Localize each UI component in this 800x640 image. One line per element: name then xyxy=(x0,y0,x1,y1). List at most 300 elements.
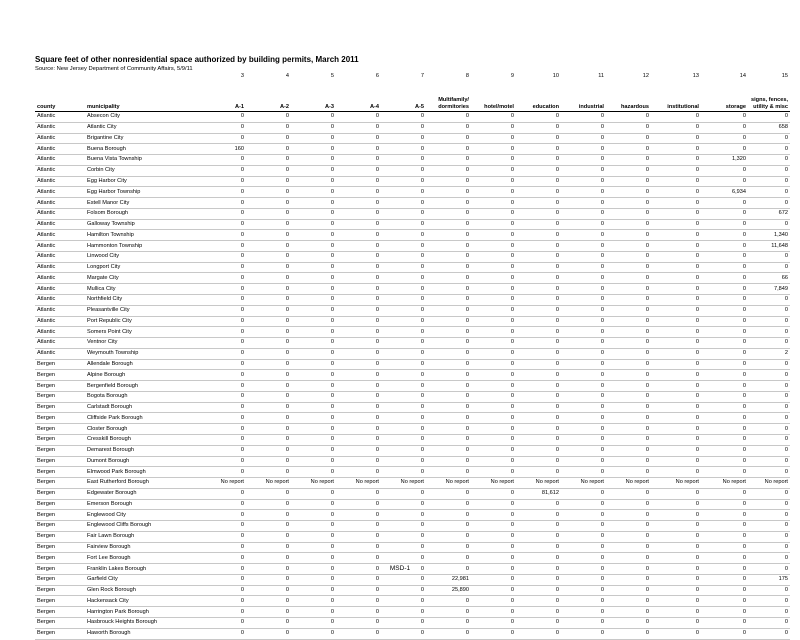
county-cell: Bergen xyxy=(35,424,85,435)
value-cell: 0 xyxy=(561,467,606,478)
value-cell: 0 xyxy=(291,467,336,478)
value-cell: 0 xyxy=(561,521,606,532)
value-cell: 0 xyxy=(205,521,246,532)
value-cell: 0 xyxy=(561,144,606,155)
value-cell: 0 xyxy=(471,133,516,144)
value-cell: 0 xyxy=(651,251,701,262)
value-cell: 0 xyxy=(426,122,471,133)
municipality-cell: Fort Lee Borough xyxy=(85,553,205,564)
value-cell: 0 xyxy=(748,338,790,349)
value-cell: 0 xyxy=(291,617,336,628)
value-cell: 0 xyxy=(205,434,246,445)
county-cell: Atlantic xyxy=(35,155,85,166)
municipality-cell: Garfield City xyxy=(85,574,205,585)
value-cell: 0 xyxy=(516,402,561,413)
value-cell: 0 xyxy=(516,251,561,262)
value-cell: 0 xyxy=(336,381,381,392)
value-cell: 0 xyxy=(426,402,471,413)
value-cell: 0 xyxy=(336,402,381,413)
table-row xyxy=(35,187,790,198)
value-cell: 0 xyxy=(606,553,651,564)
value-cell: 0 xyxy=(291,370,336,381)
value-cell: 0 xyxy=(561,402,606,413)
municipality-cell: Hackensack City xyxy=(85,596,205,607)
value-cell: 0 xyxy=(748,564,790,575)
county-cell: Bergen xyxy=(35,510,85,521)
value-cell: 0 xyxy=(246,510,291,521)
value-cell: 0 xyxy=(381,262,426,273)
county-cell: Atlantic xyxy=(35,144,85,155)
value-cell: 0 xyxy=(336,273,381,284)
value-cell: 0 xyxy=(381,230,426,241)
value-cell: 0 xyxy=(336,241,381,252)
value-cell: 11,648 xyxy=(748,241,790,252)
value-cell: 0 xyxy=(426,628,471,639)
value-cell: 0 xyxy=(426,445,471,456)
value-cell: 0 xyxy=(336,208,381,219)
value-cell: 0 xyxy=(246,521,291,532)
value-cell: 0 xyxy=(426,359,471,370)
value-cell: 0 xyxy=(651,359,701,370)
value-cell: 0 xyxy=(291,542,336,553)
value-cell: 0 xyxy=(651,112,701,123)
value-cell: 0 xyxy=(516,359,561,370)
value-cell: 0 xyxy=(291,521,336,532)
value-cell: 0 xyxy=(561,628,606,639)
value-cell: 0 xyxy=(291,596,336,607)
value-cell: 0 xyxy=(651,273,701,284)
value-cell: 0 xyxy=(336,531,381,542)
table-row xyxy=(35,445,790,456)
value-cell: 0 xyxy=(426,241,471,252)
value-cell: 0 xyxy=(205,219,246,230)
value-cell: 0 xyxy=(471,585,516,596)
value-cell: 0 xyxy=(701,413,748,424)
column-header: hotel/motel xyxy=(471,83,516,112)
value-cell: 0 xyxy=(606,564,651,575)
value-cell: 0 xyxy=(748,531,790,542)
value-cell: 0 xyxy=(426,198,471,209)
value-cell: 0 xyxy=(701,133,748,144)
value-cell: 0 xyxy=(471,273,516,284)
table-row xyxy=(35,219,790,230)
value-cell: 0 xyxy=(246,499,291,510)
value-cell: 0 xyxy=(516,510,561,521)
value-cell: 0 xyxy=(561,585,606,596)
value-cell: 0 xyxy=(516,122,561,133)
value-cell: 0 xyxy=(291,208,336,219)
value-cell: 0 xyxy=(381,413,426,424)
value-cell: 0 xyxy=(471,391,516,402)
value-cell: 0 xyxy=(561,122,606,133)
value-cell: 0 xyxy=(291,381,336,392)
municipality-header: municipality xyxy=(85,83,205,112)
value-cell: 0 xyxy=(205,596,246,607)
value-cell: 0 xyxy=(426,273,471,284)
value-cell: 0 xyxy=(701,273,748,284)
value-cell: 0 xyxy=(606,445,651,456)
value-cell: 1,320 xyxy=(701,155,748,166)
column-header: A-5 xyxy=(381,83,426,112)
county-cell: Atlantic xyxy=(35,176,85,187)
value-cell: 0 xyxy=(701,607,748,618)
value-cell: 0 xyxy=(336,165,381,176)
column-header: signs, fences, utility & misc xyxy=(748,83,790,112)
value-cell: 0 xyxy=(748,295,790,306)
column-number: 7 xyxy=(420,73,424,79)
value-cell: 0 xyxy=(606,208,651,219)
county-cell: Atlantic xyxy=(35,284,85,295)
value-cell: 0 xyxy=(516,262,561,273)
value-cell: 0 xyxy=(471,155,516,166)
value-cell: 0 xyxy=(561,112,606,123)
value-cell: 0 xyxy=(246,564,291,575)
value-cell: 0 xyxy=(471,434,516,445)
value-cell: 0 xyxy=(471,230,516,241)
municipality-cell: Egg Harbor Township xyxy=(85,187,205,198)
value-cell: 0 xyxy=(381,144,426,155)
value-cell: 0 xyxy=(246,381,291,392)
municipality-cell: Edgewater Borough xyxy=(85,488,205,499)
value-cell: 1,340 xyxy=(748,230,790,241)
table-row xyxy=(35,305,790,316)
value-cell: 0 xyxy=(651,596,701,607)
municipality-cell: Cresskill Borough xyxy=(85,434,205,445)
value-cell: 0 xyxy=(426,434,471,445)
value-cell: 0 xyxy=(651,607,701,618)
value-cell: 0 xyxy=(561,241,606,252)
value-cell: 0 xyxy=(748,402,790,413)
value-cell: 0 xyxy=(606,155,651,166)
value-cell: 0 xyxy=(246,230,291,241)
value-cell: 0 xyxy=(246,133,291,144)
value-cell: 0 xyxy=(701,208,748,219)
value-cell: 0 xyxy=(606,262,651,273)
value-cell: 0 xyxy=(516,424,561,435)
value-cell: 0 xyxy=(561,327,606,338)
value-cell: 0 xyxy=(701,542,748,553)
value-cell: 0 xyxy=(651,144,701,155)
value-cell: 0 xyxy=(606,359,651,370)
value-cell: 0 xyxy=(246,295,291,306)
value-cell: 0 xyxy=(748,381,790,392)
value-cell: 0 xyxy=(701,219,748,230)
column-number: 15 xyxy=(781,73,788,79)
county-cell: Atlantic xyxy=(35,230,85,241)
value-cell: 0 xyxy=(606,510,651,521)
value-cell: 0 xyxy=(336,564,381,575)
county-cell: Atlantic xyxy=(35,327,85,338)
value-cell: 0 xyxy=(291,553,336,564)
value-cell: 0 xyxy=(291,251,336,262)
county-cell: Bergen xyxy=(35,391,85,402)
table-row xyxy=(35,607,790,618)
value-cell: 0 xyxy=(701,327,748,338)
county-cell: Bergen xyxy=(35,402,85,413)
value-cell: 0 xyxy=(748,187,790,198)
column-number-row xyxy=(35,73,790,83)
value-cell: 0 xyxy=(561,305,606,316)
column-header: institutional xyxy=(651,83,701,112)
value-cell: 0 xyxy=(381,596,426,607)
value-cell: 0 xyxy=(606,251,651,262)
county-cell: Atlantic xyxy=(35,348,85,359)
value-cell: 0 xyxy=(748,176,790,187)
column-number: 10 xyxy=(552,73,559,79)
value-cell: 0 xyxy=(205,564,246,575)
value-cell: 0 xyxy=(651,381,701,392)
value-cell: 0 xyxy=(336,295,381,306)
value-cell: 0 xyxy=(205,617,246,628)
table-row xyxy=(35,295,790,306)
value-cell: 0 xyxy=(516,241,561,252)
value-cell: 0 xyxy=(651,628,701,639)
value-cell: 2 xyxy=(748,348,790,359)
value-cell: 0 xyxy=(426,251,471,262)
value-cell: 0 xyxy=(426,456,471,467)
county-cell: Atlantic xyxy=(35,187,85,198)
value-cell: 0 xyxy=(651,553,701,564)
value-cell: 0 xyxy=(651,176,701,187)
value-cell: 0 xyxy=(651,370,701,381)
value-cell: 0 xyxy=(651,467,701,478)
value-cell: 0 xyxy=(291,198,336,209)
value-cell: 0 xyxy=(516,208,561,219)
value-cell: 0 xyxy=(606,284,651,295)
value-cell: 0 xyxy=(381,208,426,219)
value-cell: 0 xyxy=(426,133,471,144)
value-cell: 0 xyxy=(561,348,606,359)
value-cell: 0 xyxy=(701,531,748,542)
value-cell: 0 xyxy=(561,574,606,585)
value-cell: 0 xyxy=(205,348,246,359)
value-cell: 0 xyxy=(246,370,291,381)
value-cell: 0 xyxy=(701,521,748,532)
value-cell: 0 xyxy=(336,413,381,424)
county-cell: Bergen xyxy=(35,564,85,575)
value-cell: 0 xyxy=(381,574,426,585)
county-cell: Bergen xyxy=(35,596,85,607)
value-cell: 0 xyxy=(748,370,790,381)
column-header: A-4 xyxy=(336,83,381,112)
value-cell: 0 xyxy=(426,348,471,359)
value-cell: 0 xyxy=(748,155,790,166)
value-cell: 0 xyxy=(606,628,651,639)
value-cell: 0 xyxy=(516,284,561,295)
value-cell: 0 xyxy=(205,402,246,413)
value-cell: 0 xyxy=(336,596,381,607)
value-cell: 0 xyxy=(471,596,516,607)
county-cell: Bergen xyxy=(35,488,85,499)
value-cell: 0 xyxy=(701,359,748,370)
value-cell: 0 xyxy=(748,251,790,262)
value-cell: 0 xyxy=(381,585,426,596)
value-cell: 0 xyxy=(701,628,748,639)
value-cell: 0 xyxy=(291,445,336,456)
value-cell: 0 xyxy=(561,251,606,262)
value-cell: 0 xyxy=(336,391,381,402)
column-number: 5 xyxy=(330,73,334,79)
value-cell: 0 xyxy=(336,316,381,327)
value-cell: 0 xyxy=(516,295,561,306)
value-cell: 0 xyxy=(246,176,291,187)
table-row xyxy=(35,348,790,359)
value-cell: 0 xyxy=(701,445,748,456)
value-cell: 0 xyxy=(246,596,291,607)
county-cell: Bergen xyxy=(35,381,85,392)
value-cell: 0 xyxy=(205,424,246,435)
value-cell: 0 xyxy=(748,521,790,532)
county-cell: Atlantic xyxy=(35,262,85,273)
value-cell: 0 xyxy=(246,553,291,564)
value-cell: 0 xyxy=(651,122,701,133)
value-cell: 0 xyxy=(651,574,701,585)
value-cell: 0 xyxy=(471,499,516,510)
value-cell: 0 xyxy=(606,241,651,252)
municipality-cell: Fair Lawn Borough xyxy=(85,531,205,542)
value-cell: 0 xyxy=(381,391,426,402)
county-cell: Atlantic xyxy=(35,165,85,176)
value-cell: 0 xyxy=(516,176,561,187)
value-cell: 0 xyxy=(516,155,561,166)
table-row xyxy=(35,284,790,295)
municipality-cell: Franklin Lakes Borough xyxy=(85,564,205,575)
value-cell: 0 xyxy=(291,262,336,273)
value-cell: 0 xyxy=(516,607,561,618)
value-cell: 0 xyxy=(748,305,790,316)
value-cell: 0 xyxy=(606,144,651,155)
value-cell: 0 xyxy=(246,424,291,435)
value-cell: 0 xyxy=(651,434,701,445)
value-cell: 0 xyxy=(561,531,606,542)
value-cell: 0 xyxy=(516,305,561,316)
value-cell: No report xyxy=(205,478,246,489)
value-cell: 0 xyxy=(701,241,748,252)
table-row xyxy=(35,359,790,370)
municipality-cell: Somers Point City xyxy=(85,327,205,338)
value-cell: 0 xyxy=(291,413,336,424)
value-cell: 0 xyxy=(748,262,790,273)
municipality-cell: Cliffside Park Borough xyxy=(85,413,205,424)
value-cell: 0 xyxy=(246,434,291,445)
value-cell: 0 xyxy=(701,230,748,241)
value-cell: 0 xyxy=(291,273,336,284)
value-cell: 0 xyxy=(426,381,471,392)
value-cell: 0 xyxy=(651,488,701,499)
value-cell: 0 xyxy=(516,391,561,402)
value-cell: 0 xyxy=(748,112,790,123)
value-cell: 0 xyxy=(246,391,291,402)
column-number: 12 xyxy=(642,73,649,79)
municipality-cell: Longport City xyxy=(85,262,205,273)
value-cell: No report xyxy=(606,478,651,489)
column-header: A-2 xyxy=(246,83,291,112)
source-note: Source: New Jersey Department of Community Affairs, 5/9/11 xyxy=(35,66,193,72)
value-cell: 0 xyxy=(748,628,790,639)
value-cell: 0 xyxy=(381,273,426,284)
value-cell: 0 xyxy=(748,144,790,155)
value-cell: 0 xyxy=(336,144,381,155)
value-cell: 0 xyxy=(748,499,790,510)
value-cell: 0 xyxy=(246,585,291,596)
value-cell: 0 xyxy=(205,574,246,585)
municipality-cell: Haworth Borough xyxy=(85,628,205,639)
value-cell: 0 xyxy=(561,273,606,284)
value-cell: 0 xyxy=(701,499,748,510)
column-number: 14 xyxy=(739,73,746,79)
value-cell: 0 xyxy=(561,187,606,198)
value-cell: 0 xyxy=(516,370,561,381)
value-cell: 0 xyxy=(205,338,246,349)
value-cell: 0 xyxy=(246,208,291,219)
value-cell: 0 xyxy=(381,155,426,166)
value-cell: 0 xyxy=(606,230,651,241)
value-cell: 0 xyxy=(561,381,606,392)
value-cell: 0 xyxy=(651,284,701,295)
value-cell: 0 xyxy=(381,112,426,123)
value-cell: 0 xyxy=(205,305,246,316)
municipality-cell: Pleasantville City xyxy=(85,305,205,316)
county-cell: Atlantic xyxy=(35,112,85,123)
value-cell: 0 xyxy=(291,316,336,327)
municipality-cell: Hasbrouck Heights Borough xyxy=(85,617,205,628)
value-cell: 0 xyxy=(205,284,246,295)
value-cell: 0 xyxy=(471,316,516,327)
value-cell: 0 xyxy=(561,165,606,176)
value-cell: 0 xyxy=(561,208,606,219)
value-cell: 0 xyxy=(516,434,561,445)
value-cell: 0 xyxy=(606,596,651,607)
value-cell: 0 xyxy=(606,542,651,553)
column-header: storage xyxy=(701,83,748,112)
value-cell: 0 xyxy=(561,596,606,607)
value-cell: 0 xyxy=(701,617,748,628)
value-cell: 0 xyxy=(205,359,246,370)
value-cell: 0 xyxy=(471,617,516,628)
value-cell: 0 xyxy=(205,585,246,596)
value-cell: 0 xyxy=(561,510,606,521)
value-cell: 0 xyxy=(381,122,426,133)
value-cell: No report xyxy=(381,478,426,489)
value-cell: 0 xyxy=(381,381,426,392)
value-cell: 0 xyxy=(561,391,606,402)
value-cell: 0 xyxy=(291,176,336,187)
table-row xyxy=(35,585,790,596)
value-cell: 0 xyxy=(606,295,651,306)
value-cell: 0 xyxy=(516,585,561,596)
value-cell: 0 xyxy=(651,219,701,230)
value-cell: 0 xyxy=(516,230,561,241)
value-cell: 0 xyxy=(205,187,246,198)
table-row xyxy=(35,112,790,123)
value-cell: 0 xyxy=(701,284,748,295)
value-cell: No report xyxy=(471,478,516,489)
municipality-cell: Bergenfield Borough xyxy=(85,381,205,392)
value-cell: 0 xyxy=(516,338,561,349)
value-cell: No report xyxy=(246,478,291,489)
value-cell: 0 xyxy=(336,122,381,133)
table-row xyxy=(35,488,790,499)
value-cell: 0 xyxy=(381,607,426,618)
value-cell: 0 xyxy=(516,219,561,230)
value-cell: 0 xyxy=(701,316,748,327)
value-cell: 0 xyxy=(246,241,291,252)
value-cell: 0 xyxy=(381,295,426,306)
table-row xyxy=(35,208,790,219)
value-cell: 0 xyxy=(561,198,606,209)
value-cell: 0 xyxy=(205,370,246,381)
value-cell: 0 xyxy=(291,424,336,435)
